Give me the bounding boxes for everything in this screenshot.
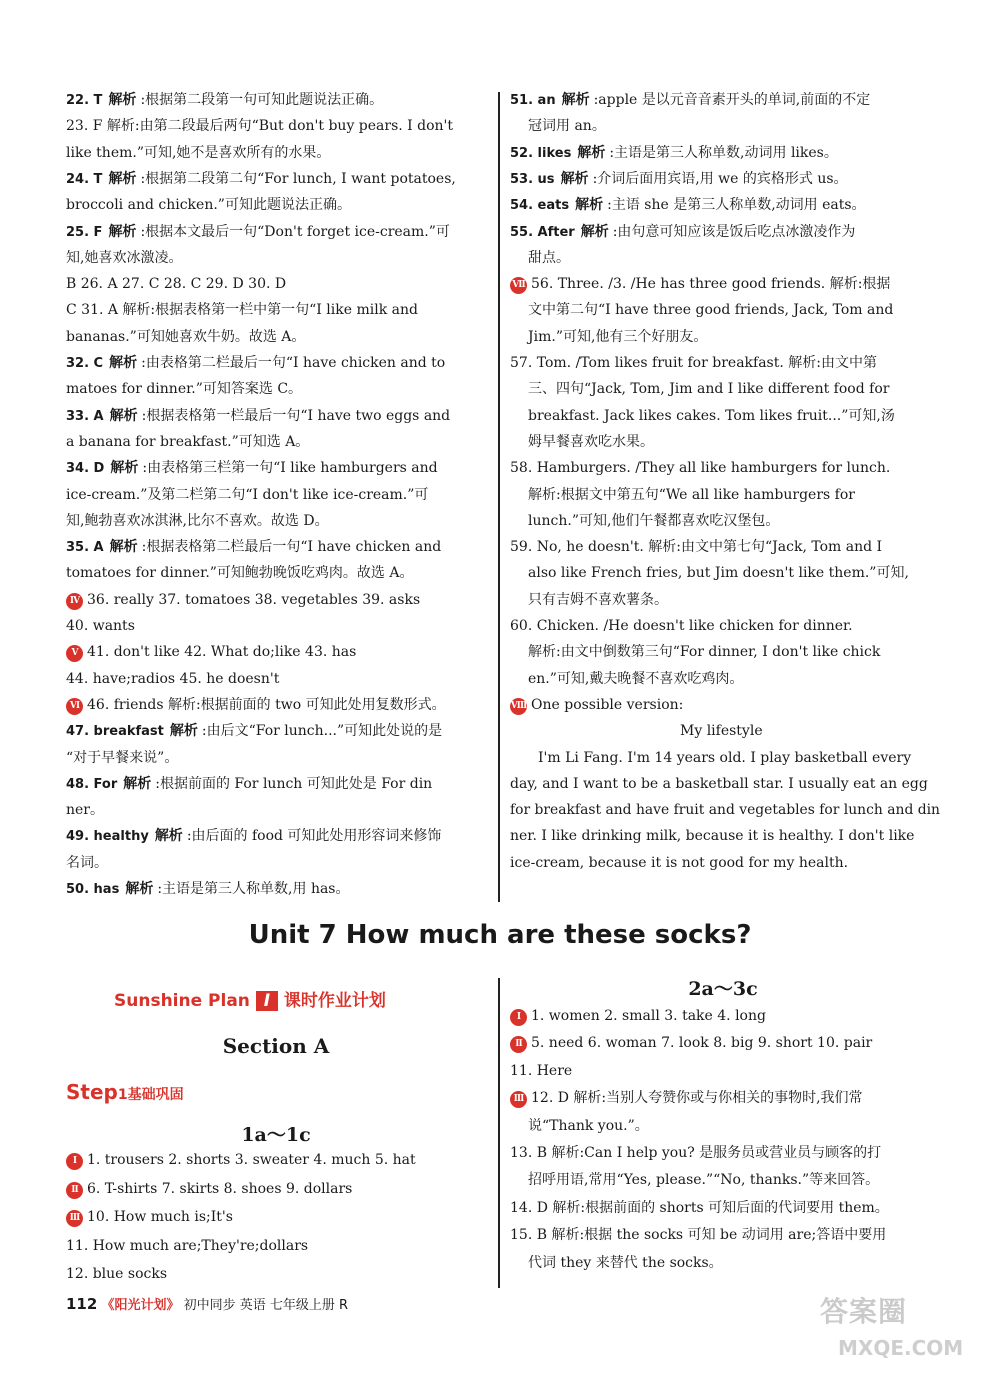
analysis-keyword: 解析 [580,223,609,240]
answer-text: 只有吉姆不喜欢薯条。 [528,591,668,608]
answer-text: :由表格第二栏最后一句“I have chicken and to [141,355,446,371]
answer-line [528,300,893,320]
sunshine-plan-heading [114,986,386,1011]
answer-number: 25. F [66,224,103,240]
answer-line [66,406,450,427]
answer-text: 文中第二句“I have three good friends, Jack, Tom and [528,302,894,319]
answer-text: “对于早餐来说”。 [66,749,179,766]
answer-line [510,195,866,216]
answer-line [66,774,432,795]
unit-title: Unit 7 How much are these socks? [248,920,752,950]
analysis-keyword: 解析 [108,92,137,108]
answer-line [66,458,438,479]
section-heading: Section A [222,1034,330,1058]
answer-text: 58. Hamburgers. /They all like hamburgers for lunch. [510,460,891,477]
answer-text: lunch.”可知,他们午餐都喜欢吃汉堡包。 [528,512,780,529]
part-marker-icon: VI [66,698,83,715]
answer-text: :由后面的 food 可知此处用形容词来修饰 [186,828,442,845]
answer-text: C 31. A 解析:根据表格第一栏中第一句“I like milk and [66,302,418,319]
answer-line [510,1006,766,1026]
answer-text: 13. B 解析:Can I help you? 是服务员或营业员与顾客的打 [510,1145,882,1161]
answer-line [510,90,870,111]
part-marker-icon: III [66,1210,83,1227]
analysis-keyword: 解析 [108,223,137,240]
answer-text: like them.”可知,她不是喜欢所有的水果。 [66,144,331,161]
answer-text: I'm Li Fang. I'm 14 years old. I play basketball every [538,749,912,766]
answer-line [66,90,383,111]
answer-line [66,511,329,531]
answer-text: :由句意可知应该是饭后吃点冰激凌作为 [612,223,856,240]
answer-text: 三、四句“Jack, Tom, Jim and I like different food for [528,381,890,398]
answer-text: 招呼用语,常用“Yes, please.”“No, thanks.”等来回答。 [528,1172,880,1189]
answer-line [510,826,914,846]
subsection-1a-1c: 1a～1c [241,1124,311,1146]
step-word: Step [66,1080,118,1104]
answer-line [538,748,911,768]
analysis-keyword: 解析 [560,170,589,187]
answer-text: 41. don't like 42. What do;like 43. has [87,644,357,661]
answer-text: a banana for breakfast.”可知选 A。 [66,433,310,450]
answer-text: :由后文“For lunch...”可知此处说的是 [201,723,443,740]
answer-line [528,116,606,136]
answer-text: :根据第二段第二句“For lunch, I want potatoes, [140,170,456,187]
answer-line [66,274,286,294]
answer-text: 14. D 解析:根据前面的 shorts 可知后面的代词要用 them。 [510,1199,889,1216]
answer-text: 代词 they 来替代 the socks。 [528,1254,723,1271]
answer-text: 44. have;radios 45. he doesn't [66,670,280,687]
answer-number: 22. T [66,93,103,108]
analysis-keyword: 解析 [577,144,606,161]
answer-line [528,1116,649,1136]
answer-line [510,458,890,478]
answer-text: for breakfast and have fruit and vegetables for lunch and din [510,802,940,819]
part-marker-icon: VIII [510,698,527,715]
answer-number: 50. has [66,882,120,897]
answer-text: :主语 she 是第三人称单数,动词用 eats。 [607,197,866,214]
answer-text: 1. trousers 2. shorts 3. sweater 4. much 5. hat [87,1152,416,1168]
answer-line [510,774,928,794]
answer-line [528,1170,879,1190]
answer-line [510,695,683,715]
part-marker-icon: II [510,1036,527,1053]
analysis-keyword: 解析 [109,539,138,556]
analysis-keyword: 解析 [109,355,138,371]
part-marker-icon: IV [66,593,83,610]
answer-text: :介词后面用宾语,用 we 的宾格形式 us。 [592,170,848,187]
answer-text: 10. How much is;It's [87,1209,233,1225]
analysis-keyword: 解析 [110,460,139,477]
answer-line [510,537,882,557]
answer-text: bananas.”可知她喜欢牛奶。故选 A。 [66,328,306,345]
answer-line [528,642,880,662]
column-divider-bottom [498,978,500,1288]
book-info: 初中同步 英语 七年级上册 R [183,1298,349,1313]
answer-line [66,327,305,347]
answer-line [66,143,330,163]
answer-line [66,826,441,847]
answer-line [66,432,309,452]
answer-line [66,669,279,689]
series-brand: 《阳光计划》 [101,1298,180,1313]
watermark-logo: 答案圈 [820,1295,908,1328]
analysis-keyword: 解析 [108,170,137,187]
answer-line [66,300,418,320]
answer-text: ice-cream.”及第二栏第二句“I don't like ice-cream.”可 [66,486,429,503]
answer-text: 说“Thank you.”。 [528,1117,649,1134]
analysis-keyword: 解析 [125,881,154,897]
analysis-keyword: 解析 [154,828,183,845]
answer-text: :根据表格第一栏最后一句“I have two eggs and [141,407,451,424]
answer-text: 11. Here [510,1062,573,1079]
answer-line [510,853,848,873]
answer-line [66,353,445,374]
answer-text: also like French fries, but Jim doesn't like them.”可知, [528,565,909,582]
analysis-keyword: 解析 [123,775,152,792]
answer-line [66,1150,416,1170]
answer-number: 53. us [510,171,555,187]
answer-text: 名词。 [66,854,108,871]
answer-line [66,642,356,662]
answer-number: 35. A [66,540,104,556]
step-label: 基础巩固 [127,1087,184,1103]
answer-line [510,1088,863,1108]
answer-line [66,879,350,900]
answer-line [510,353,877,373]
answer-line [66,616,135,636]
answer-line [528,327,707,347]
answer-line [66,695,446,715]
answer-line [510,1225,886,1245]
answer-text: :主语是第三人称单数,用 has。 [157,881,350,897]
answer-line [66,222,450,243]
answer-line [66,800,104,820]
answer-line [66,1207,233,1227]
answer-text: 6. T-shirts 7. skirts 8. shoes 9. dollars [87,1180,353,1197]
answer-number: 52. likes [510,145,572,161]
part-marker-icon: I [66,1153,83,1170]
part-marker-icon: III [510,1091,527,1108]
answer-text: :根据本文最后一句“Don't forget ice-cream.”可 [140,223,450,240]
answer-text: day, and I want to be a basketball star. I usually eat an egg [510,775,928,792]
answer-number: 54. eats [510,198,570,214]
answer-line [66,116,453,136]
answer-text: ner。 [66,802,104,819]
answer-text: :主语是第三人称单数,动词用 likes。 [609,144,838,161]
answer-text: B 26. A 27. C 28. C 29. D 30. D [66,276,287,293]
answer-text: 57. Tom. /Tom likes fruit for breakfast. 解析:由文中第 [510,355,877,371]
step-heading [66,1080,184,1104]
answer-text: Jim.”可知,他有三个好朋友。 [528,328,708,345]
answer-text: matoes for dinner.”可知答案选 C。 [66,381,303,398]
answer-line [510,274,890,294]
answer-text: 15. B 解析:根据 the socks 可知 be 动词用 are;答语中要用 [510,1227,887,1244]
answer-number: 34. D [66,461,105,477]
part-marker-icon: II [66,1182,83,1199]
answer-text: 姆早餐喜欢吃水果。 [528,433,654,450]
answer-line [528,669,743,689]
answer-line [66,1179,352,1199]
analysis-keyword: 解析 [109,407,138,424]
answer-line [66,853,108,873]
answer-text: ner. I like drinking milk, because it is healthy. I don't like [510,828,915,845]
answer-line [528,485,855,505]
answer-text: :apple 是以元音音素开头的单词,前面的不定 [593,92,871,108]
answer-text: :根据第二段第一句可知此题说法正确。 [140,92,384,108]
answer-number: 47. breakfast [66,724,164,740]
answer-line [66,590,420,610]
sunshine-plan-subtitle: 课时作业计划 [283,991,386,1011]
answer-text: 11. How much are;They're;dollars [66,1237,309,1254]
answer-line [528,379,889,399]
page-footer [66,1294,348,1313]
sunshine-plan-badge: I [256,991,278,1011]
answer-text: 23. F 解析:由第二段最后两句“But don't buy pears. I don't [66,118,454,135]
answer-line [66,563,413,583]
answer-text: 5. need 6. woman 7. look 8. big 9. short 10. pair [531,1035,873,1052]
answer-number: 33. A [66,408,104,424]
part-marker-icon: VII [510,277,527,294]
answer-text: 解析:根据文中第五句“We all like hamburgers for [528,486,855,503]
answer-line [510,143,838,164]
answer-line [528,590,668,610]
answer-number: 51. an [510,93,556,108]
answer-text: 56. Three. /3. /He has three good friends. 解析:根据 [531,276,891,293]
answer-text: 冠词用 an。 [528,118,606,135]
answer-line [66,1236,308,1256]
step-number: 1 [117,1087,128,1103]
answer-line [510,169,848,190]
answer-number: 32. C [66,356,104,371]
answer-line [528,1253,723,1273]
subsection-2a-3c: 2a～3c [688,978,758,1000]
answer-text: 12. D 解析:当别人夸赞你或与你相关的事物时,我们常 [531,1090,863,1107]
answer-text: 解析:由文中倒数第三句“For dinner, I don't like chick [528,644,881,661]
page-number: 112 [66,1295,98,1313]
answer-line [66,1264,167,1284]
answer-line [528,406,895,426]
analysis-keyword: 解析 [575,197,604,214]
answer-text: 甜点。 [528,249,570,266]
answer-number: 55. After [510,224,575,240]
answer-text: :根据表格第二栏最后一句“I have chicken and [141,539,442,556]
answer-text: 60. Chicken. /He doesn't like chicken for dinner. [510,618,853,634]
answer-text: 1. women 2. small 3. take 4. long [531,1008,766,1024]
answer-number: 48. For [66,776,118,792]
watermark-url: MXQE.COM [838,1336,964,1360]
answer-text: My lifestyle [680,723,763,740]
answer-line [66,748,178,768]
answer-text: :由表格第三栏第一句“I like hamburgers and [142,460,438,477]
analysis-keyword: 解析 [561,92,590,108]
answer-text: 59. No, he doesn't. 解析:由文中第七句“Jack, Tom and I [510,539,883,556]
answer-number: 24. T [66,171,103,187]
answer-text: ice-cream, because it is not good for my health. [510,854,849,871]
answer-line [66,537,441,558]
answer-line [510,222,855,243]
answer-line [528,563,909,583]
answer-text: :根据前面的 For lunch 可知此处是 For din [155,775,433,792]
answer-line [66,485,428,505]
answer-line [510,1198,889,1218]
answer-line [510,1143,881,1163]
answer-line [528,511,779,531]
part-marker-icon: V [66,645,83,662]
answer-text: 知,鲍勃喜欢冰淇淋,比尔不喜欢。故选 D。 [66,512,329,529]
part-marker-icon: I [510,1009,527,1026]
answer-line [680,721,763,741]
answer-line [510,616,853,636]
answer-text: One possible version: [531,696,684,713]
answer-line [66,379,302,399]
answer-line [510,800,940,820]
answer-line [66,195,351,215]
analysis-keyword: 解析 [169,723,198,740]
answer-text: 12. blue socks [66,1266,168,1282]
answer-line [66,169,456,190]
sunshine-plan-label: Sunshine Plan [114,991,250,1011]
answer-text: 知,她喜欢冰激凌。 [66,249,183,266]
answer-number: 49. healthy [66,829,149,845]
answer-text: 46. friends 解析:根据前面的 two 可知此处用复数形式。 [87,696,446,713]
answer-line [528,432,654,452]
answer-text: tomatoes for dinner.”可知鲍勃晚饭吃鸡肉。故选 A。 [66,565,414,582]
answer-line [510,1061,572,1081]
answer-line [66,721,442,742]
answer-text: breakfast. Jack likes cakes. Tom likes fruit...”可知,汤 [528,407,895,424]
answer-line [66,248,182,268]
answer-line [528,248,570,268]
answer-text: en.”可知,戴夫晚餐不喜欢吃鸡肉。 [528,670,744,687]
answer-line [510,1033,872,1053]
column-divider-top [498,92,500,902]
answer-text: 40. wants [66,618,135,634]
answer-text: 36. really 37. tomatoes 38. vegetables 39. asks [87,591,421,608]
answer-text: broccoli and chicken.”可知此题说法正确。 [66,197,351,214]
